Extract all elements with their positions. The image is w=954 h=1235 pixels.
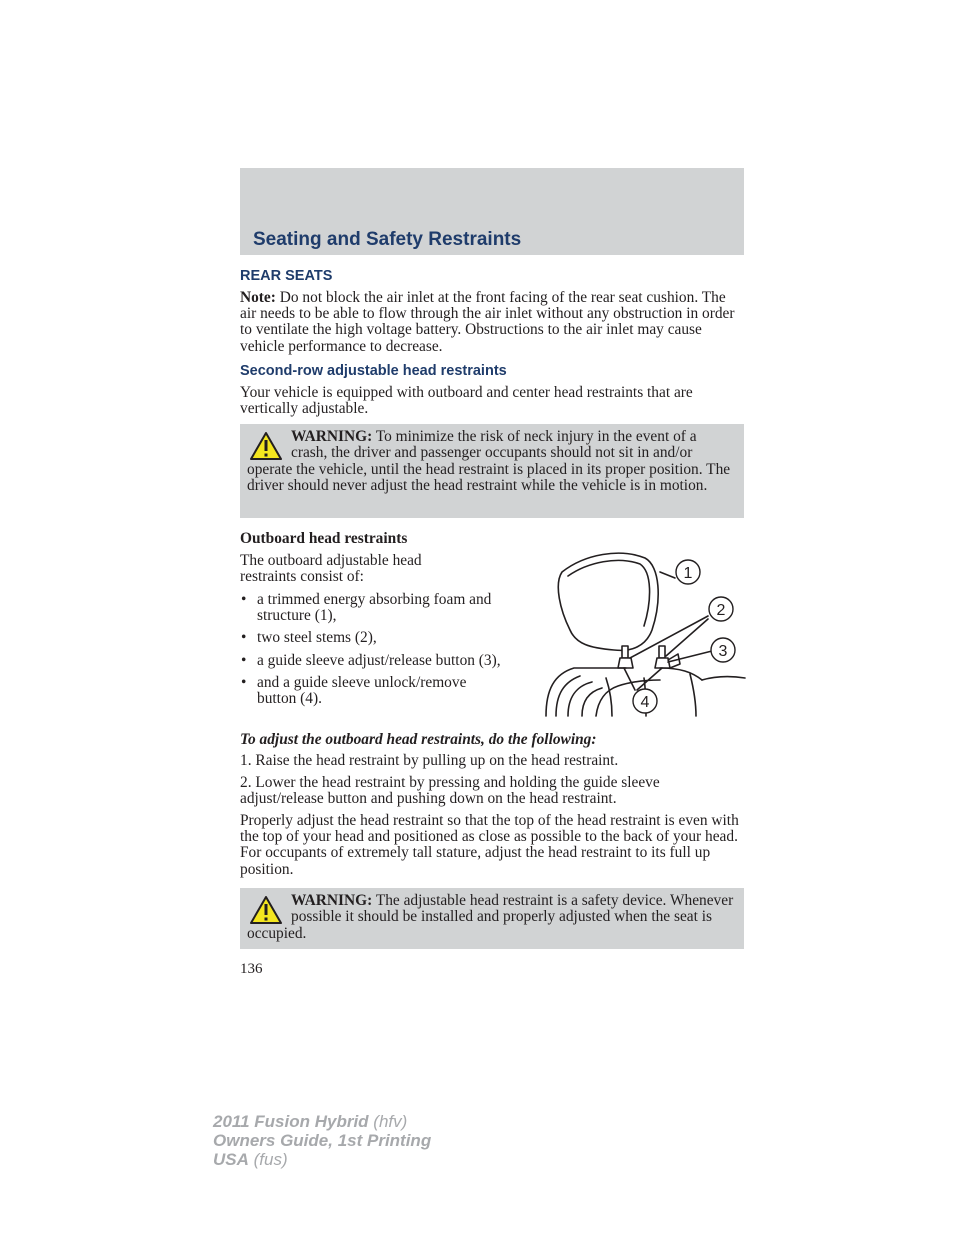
page-number: 136	[240, 961, 263, 977]
second-row-heading: Second-row adjustable head restraints	[240, 363, 507, 379]
outboard-intro: The outboard adjustable head restraints consist of:	[240, 552, 422, 586]
adjust-step-1: 1. Raise the head restraint by pulling up on the head restraint.	[240, 752, 619, 769]
callout-label-3: 3	[718, 643, 728, 660]
bullet-marker: •	[241, 651, 247, 669]
rear-seats-heading: REAR SEATS	[240, 268, 333, 284]
list-item: • two steel stems (2),	[241, 629, 377, 647]
adjust-properly-paragraph: Properly adjust the head restraint so that the top of the head restraint is even with the top of your head and positioned as close as possible to the back of your head. For occupants of extremely tall stature, adjust the head restraint to its full up position.	[240, 812, 739, 878]
second-row-intro: Your vehicle is equipped with outboard and center head restraints that are vertically adjustable.	[240, 384, 693, 418]
footer-printing: Owners Guide, 1st Printing	[213, 1131, 432, 1150]
callout-label-4: 4	[640, 694, 650, 711]
warning-label: WARNING:	[291, 428, 373, 445]
warning-text: To minimize the risk of neck injury in the event of a crash, the driver and passenger occupants should not sit in and/or operate the vehicle, until the head restraint is placed in its proper position. The driver should never adjust the head restraint while the vehicle is in motion.	[247, 428, 731, 495]
bullet-marker: •	[241, 591, 247, 608]
callout-label-2: 2	[716, 602, 726, 619]
warning-triangle-icon	[249, 895, 283, 925]
callout-label-1: 1	[683, 565, 693, 582]
note-paragraph	[240, 290, 744, 355]
bullet-marker: •	[241, 673, 247, 691]
note-label: Note:	[240, 289, 276, 306]
note-text: Do not block the air inlet at the front facing of the rear seat cushion. The air needs to be able to flow through the air inlet without any obstruction in order to ventilate the high voltage battery. Obstructions to the air inlet may cause vehicle performance to decrease.	[240, 289, 735, 355]
footer-market: USA	[213, 1150, 249, 1169]
footer-model-code: (hfv)	[373, 1112, 408, 1131]
footer-market-code: (fus)	[253, 1150, 288, 1169]
list-item: • a trimmed energy absorbing foam and structure (1),	[241, 591, 492, 625]
outboard-component-list	[240, 592, 502, 713]
adjust-heading: To adjust the outboard head restraints, do the following:	[240, 731, 597, 748]
warning-box-safety-device	[240, 888, 744, 949]
head-restraint-illustration	[540, 550, 746, 720]
warning-label: WARNING:	[291, 892, 373, 909]
list-item: • a guide sleeve adjust/release button (3),	[241, 651, 501, 669]
section-title: Seating and Safety Restraints	[253, 229, 522, 250]
footer-edition-info	[213, 1112, 431, 1169]
warning-box-neck-injury	[240, 424, 744, 518]
warning-text: The adjustable head restraint is a safety device. Whenever possible it should be installed and properly adjusted when the seat is occupied.	[247, 892, 734, 942]
outboard-heading: Outboard head restraints	[240, 530, 408, 547]
bullet-marker: •	[241, 629, 247, 647]
list-item: • and a guide sleeve unlock/remove button (4).	[241, 673, 467, 708]
adjust-step-2: 2. Lower the head restraint by pressing and holding the guide sleeve adjust/release button and pushing down on the head restraint.	[240, 774, 660, 808]
footer-model: 2011 Fusion Hybrid	[213, 1112, 369, 1131]
warning-triangle-icon	[249, 431, 283, 461]
